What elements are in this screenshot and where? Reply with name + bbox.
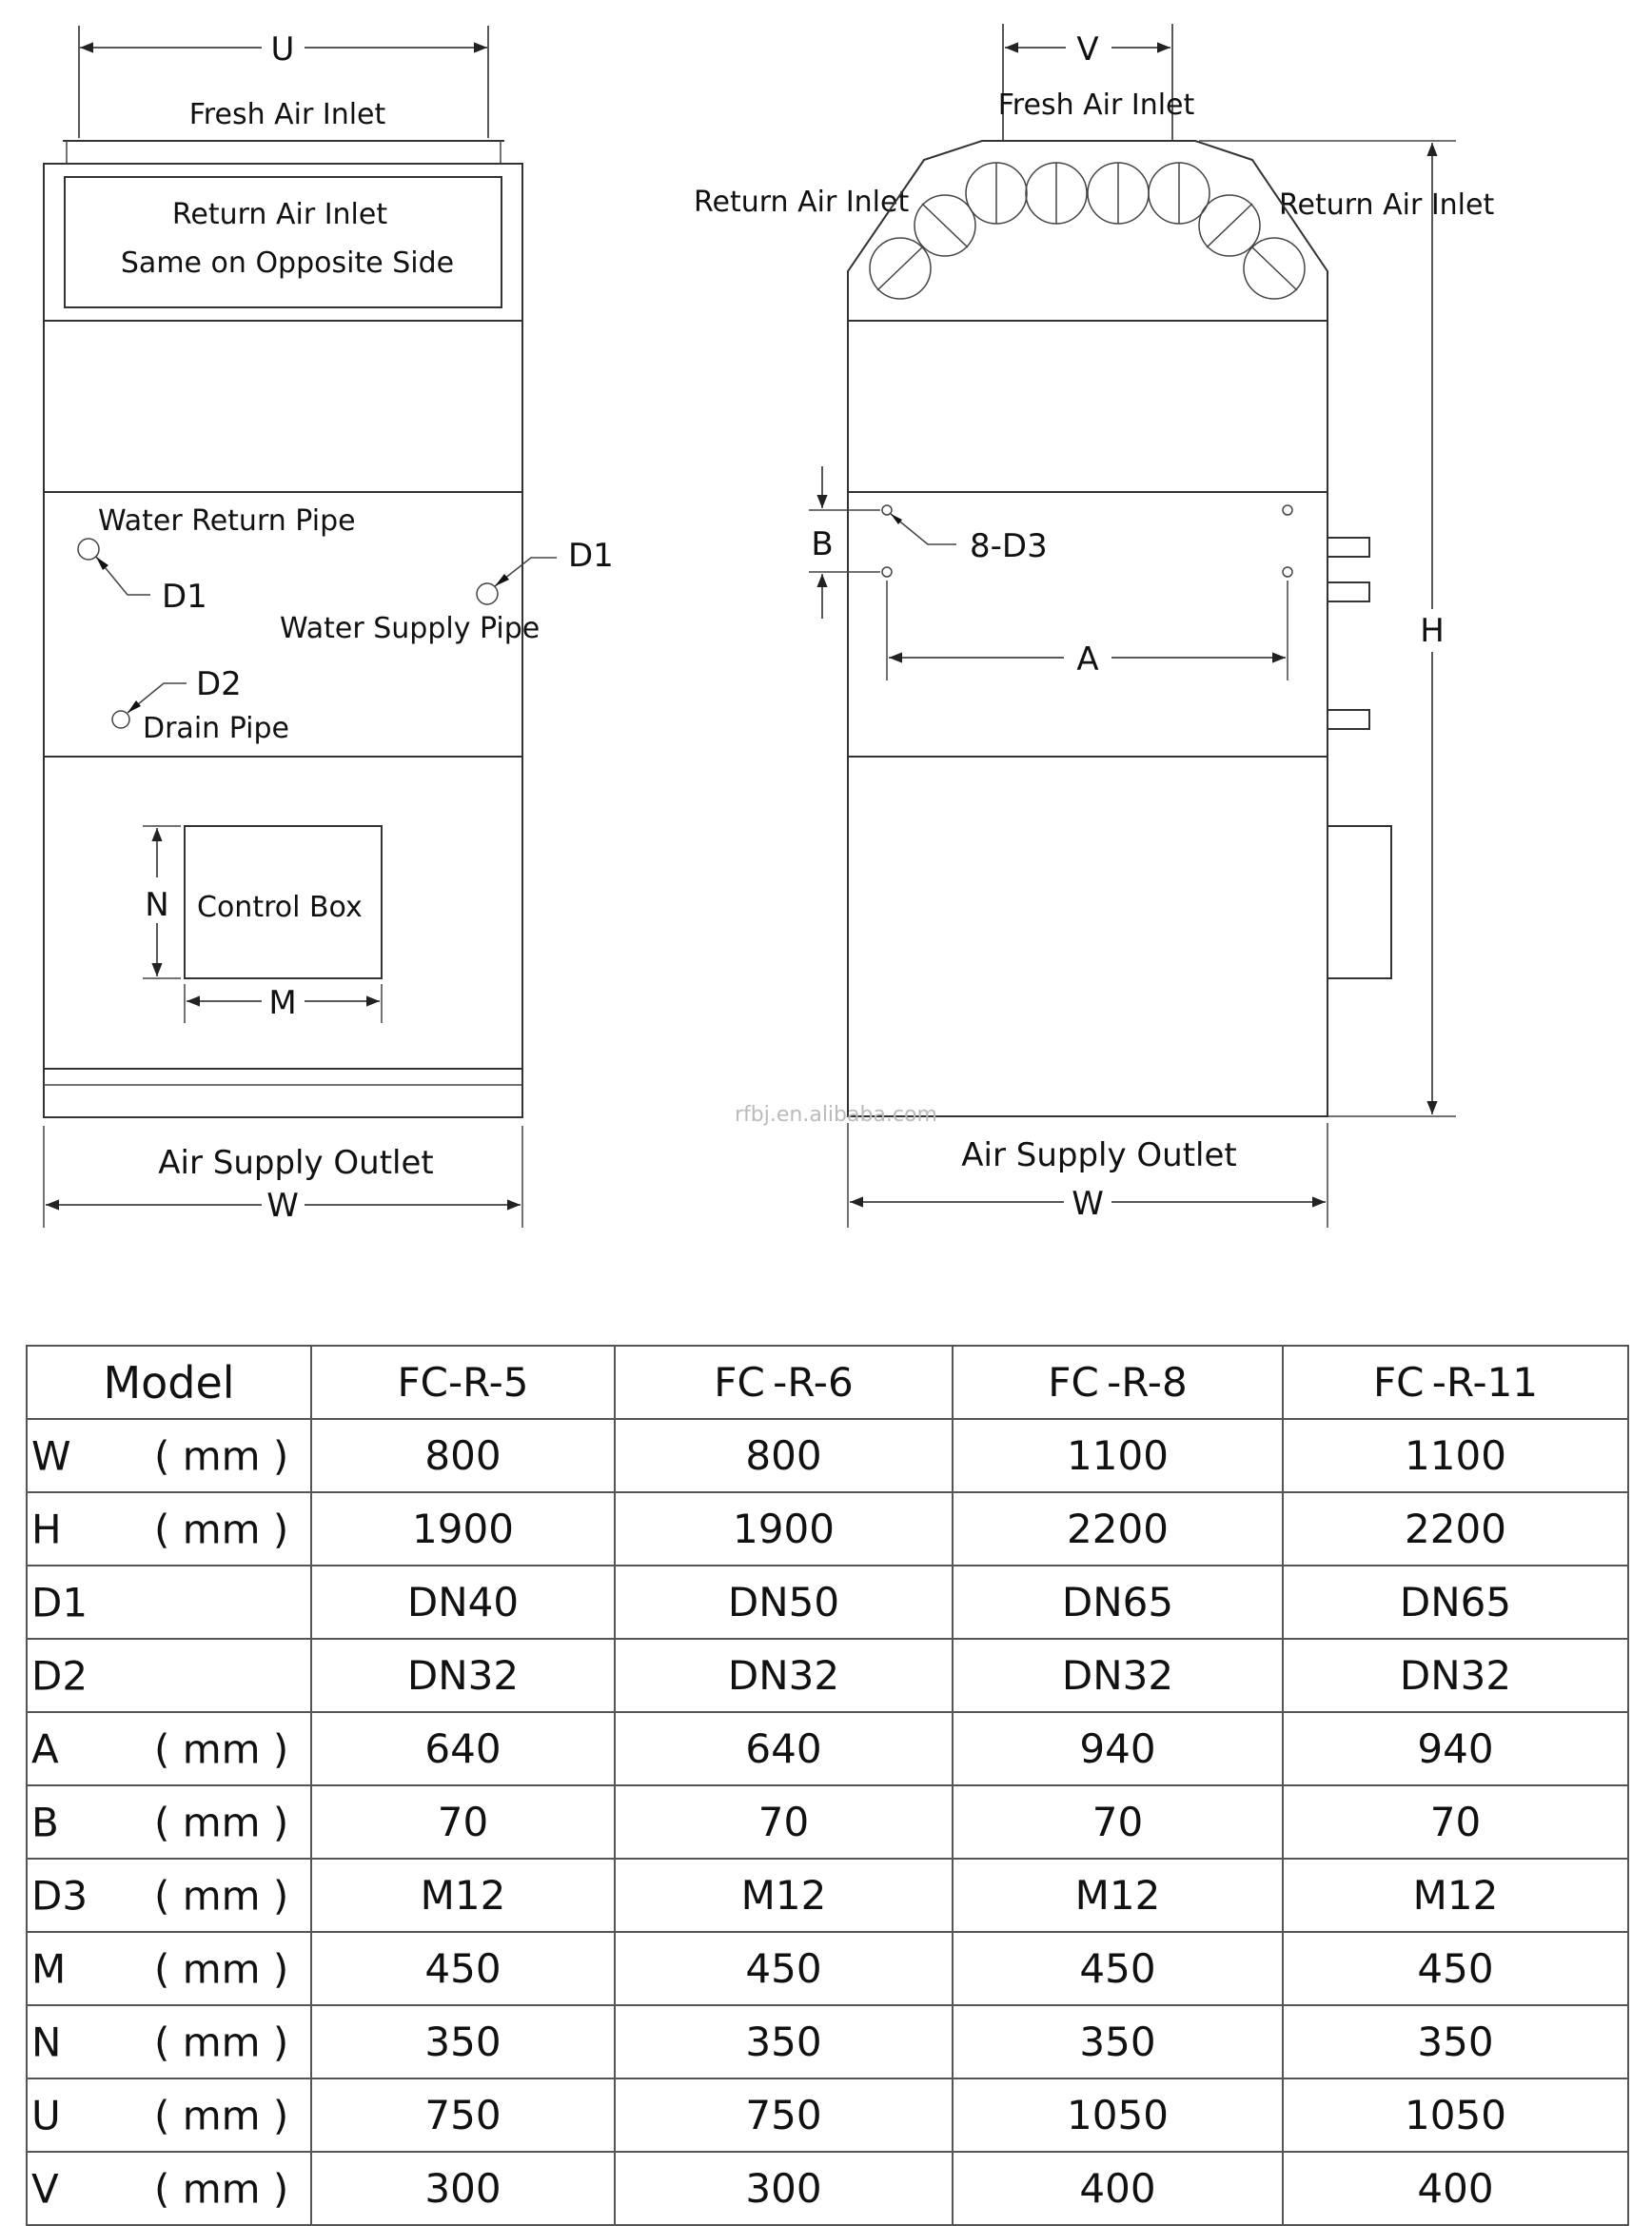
param-name: U bbox=[31, 2092, 61, 2138]
param-unit: ( mm ) bbox=[154, 2019, 289, 2065]
value-cell: 350 bbox=[615, 2005, 953, 2078]
dim-m-label: M bbox=[268, 984, 297, 1022]
value-cell: 2200 bbox=[1283, 1492, 1628, 1566]
value-cell: 450 bbox=[953, 1932, 1283, 2005]
side-control-box bbox=[1328, 826, 1391, 978]
d1-right-label: D1 bbox=[568, 537, 614, 575]
param-name: D1 bbox=[31, 1579, 88, 1625]
table-row bbox=[27, 2078, 1628, 2152]
dim-u-label: U bbox=[270, 30, 295, 69]
value-cell: 450 bbox=[1283, 1932, 1628, 2005]
param-cell bbox=[27, 1859, 311, 1932]
param-cell bbox=[27, 2152, 311, 2225]
d1-left-label: D1 bbox=[162, 578, 207, 616]
air-supply-outlet-label: Air Supply Outlet bbox=[158, 1144, 434, 1182]
dim-h-label: H bbox=[1420, 612, 1445, 650]
table-row bbox=[27, 1712, 1628, 1785]
value-cell: M12 bbox=[953, 1859, 1283, 1932]
value-cell: 70 bbox=[311, 1785, 615, 1859]
pipe-stub-lower bbox=[1328, 710, 1369, 729]
param-cell bbox=[27, 1492, 311, 1566]
table-row bbox=[27, 1639, 1628, 1712]
drain-pipe-label: Drain Pipe bbox=[143, 712, 289, 745]
value-cell: 1100 bbox=[953, 1419, 1283, 1492]
value-cell: 350 bbox=[311, 2005, 615, 2078]
value-cell: 640 bbox=[311, 1712, 615, 1785]
side-view bbox=[694, 24, 1494, 1228]
param-cell bbox=[27, 1639, 311, 1712]
param-name: N bbox=[31, 2019, 62, 2065]
fan-wheels bbox=[870, 163, 1305, 299]
param-name: D3 bbox=[31, 1872, 88, 1919]
param-unit: ( mm ) bbox=[154, 2165, 289, 2212]
value-cell: 70 bbox=[615, 1785, 953, 1859]
drain-pipe-port bbox=[112, 711, 129, 728]
table-row bbox=[27, 1419, 1628, 1492]
same-opposite-side-label: Same on Opposite Side bbox=[120, 246, 455, 280]
header-fc-r-6: FC -R-6 bbox=[615, 1346, 953, 1419]
value-cell: 940 bbox=[953, 1712, 1283, 1785]
value-cell: 350 bbox=[953, 2005, 1283, 2078]
front-view bbox=[44, 26, 614, 1228]
value-cell: 450 bbox=[311, 1932, 615, 2005]
value-cell: 2200 bbox=[953, 1492, 1283, 1566]
value-cell: 450 bbox=[615, 1932, 953, 2005]
value-cell: 800 bbox=[311, 1419, 615, 1492]
water-supply-pipe-label: Water Supply Pipe bbox=[280, 612, 541, 645]
fresh-air-inlet-label: Fresh Air Inlet bbox=[188, 98, 386, 131]
table-row bbox=[27, 2005, 1628, 2078]
param-cell bbox=[27, 1566, 311, 1639]
param-unit: ( mm ) bbox=[154, 1432, 289, 1479]
value-cell: DN40 bbox=[311, 1566, 615, 1639]
table-row bbox=[27, 1932, 1628, 2005]
param-name: B bbox=[31, 1799, 59, 1845]
dim-w-front-label: W bbox=[266, 1187, 299, 1225]
value-cell: DN32 bbox=[615, 1639, 953, 1712]
value-cell: DN32 bbox=[1283, 1639, 1628, 1712]
value-cell: 1050 bbox=[953, 2078, 1283, 2152]
water-supply-pipe-port bbox=[477, 583, 498, 604]
pipe-stub-upper bbox=[1328, 538, 1369, 557]
value-cell: 800 bbox=[615, 1419, 953, 1492]
return-air-inlet-right-label: Return Air Inlet bbox=[1279, 188, 1495, 222]
value-cell: 300 bbox=[615, 2152, 953, 2225]
param-unit: ( mm ) bbox=[154, 1725, 289, 1772]
pipe-stub-middle bbox=[1328, 582, 1369, 601]
param-name: M bbox=[31, 1945, 67, 1992]
value-cell: 750 bbox=[311, 2078, 615, 2152]
value-cell: DN50 bbox=[615, 1566, 953, 1639]
param-name: H bbox=[31, 1506, 62, 1552]
value-cell: 750 bbox=[615, 2078, 953, 2152]
value-cell: 400 bbox=[953, 2152, 1283, 2225]
d2-label: D2 bbox=[196, 665, 242, 703]
return-air-inlet-label: Return Air Inlet bbox=[171, 198, 388, 231]
param-cell bbox=[27, 1712, 311, 1785]
side-cabinet bbox=[848, 321, 1328, 1116]
side-air-supply-outlet-label: Air Supply Outlet bbox=[961, 1136, 1237, 1174]
table-header-row bbox=[27, 1346, 1628, 1419]
return-air-inlet-left-label: Return Air Inlet bbox=[694, 186, 910, 219]
header-fc-r-8: FC -R-8 bbox=[953, 1346, 1283, 1419]
param-name: A bbox=[31, 1725, 59, 1772]
dim-w-side-label: W bbox=[1072, 1185, 1104, 1223]
value-cell: 400 bbox=[1283, 2152, 1628, 2225]
value-cell: 1050 bbox=[1283, 2078, 1628, 2152]
header-model: Model bbox=[27, 1346, 311, 1419]
dim-b-label: B bbox=[811, 525, 834, 563]
header-fc-r-11: FC -R-11 bbox=[1283, 1346, 1628, 1419]
value-cell: 1900 bbox=[311, 1492, 615, 1566]
value-cell: 940 bbox=[1283, 1712, 1628, 1785]
dim-v-label: V bbox=[1076, 30, 1099, 69]
value-cell: 1100 bbox=[1283, 1419, 1628, 1492]
value-cell: M12 bbox=[311, 1859, 615, 1932]
param-unit: ( mm ) bbox=[154, 1799, 289, 1845]
param-unit: ( mm ) bbox=[154, 1945, 289, 1992]
mount-hole-bottom-left bbox=[882, 567, 892, 577]
watermark: rfbj.en.alibaba.com bbox=[735, 1103, 937, 1127]
table-row bbox=[27, 1859, 1628, 1932]
mount-hole-bottom-right bbox=[1283, 567, 1292, 577]
param-unit: ( mm ) bbox=[154, 1506, 289, 1552]
value-cell: M12 bbox=[615, 1859, 953, 1932]
param-name: D2 bbox=[31, 1652, 88, 1699]
value-cell: M12 bbox=[1283, 1859, 1628, 1932]
value-cell: DN65 bbox=[953, 1566, 1283, 1639]
param-cell bbox=[27, 1932, 311, 2005]
side-fresh-air-inlet-label: Fresh Air Inlet bbox=[997, 89, 1195, 122]
dim-a-label: A bbox=[1076, 640, 1099, 679]
param-cell bbox=[27, 1419, 311, 1492]
control-box-label: Control Box bbox=[197, 891, 363, 924]
dim-n-label: N bbox=[145, 886, 169, 924]
table-row bbox=[27, 2152, 1628, 2225]
param-unit: ( mm ) bbox=[154, 1872, 289, 1919]
table-row bbox=[27, 1492, 1628, 1566]
mount-hole-top-left bbox=[882, 505, 892, 515]
value-cell: 70 bbox=[953, 1785, 1283, 1859]
side-hood bbox=[848, 141, 1328, 321]
value-cell: 640 bbox=[615, 1712, 953, 1785]
param-name: V bbox=[31, 2165, 59, 2212]
value-cell: DN32 bbox=[311, 1639, 615, 1712]
bolt-label: 8-D3 bbox=[970, 527, 1048, 565]
mount-hole-top-right bbox=[1283, 505, 1292, 515]
spec-table bbox=[26, 1345, 1629, 2226]
value-cell: 350 bbox=[1283, 2005, 1628, 2078]
value-cell: DN65 bbox=[1283, 1566, 1628, 1639]
param-cell bbox=[27, 2078, 311, 2152]
param-cell bbox=[27, 2005, 311, 2078]
param-name: W bbox=[31, 1432, 71, 1479]
param-cell bbox=[27, 1785, 311, 1859]
value-cell: 70 bbox=[1283, 1785, 1628, 1859]
value-cell: DN32 bbox=[953, 1639, 1283, 1712]
value-cell: 300 bbox=[311, 2152, 615, 2225]
param-unit: ( mm ) bbox=[154, 2092, 289, 2138]
return-air-inlet-panel bbox=[65, 177, 502, 307]
water-return-pipe-label: Water Return Pipe bbox=[98, 504, 356, 538]
value-cell: 1900 bbox=[615, 1492, 953, 1566]
table-row bbox=[27, 1785, 1628, 1859]
water-return-pipe-port bbox=[78, 539, 99, 560]
table-row bbox=[27, 1566, 1628, 1639]
header-fc-r-5: FC-R-5 bbox=[311, 1346, 615, 1419]
